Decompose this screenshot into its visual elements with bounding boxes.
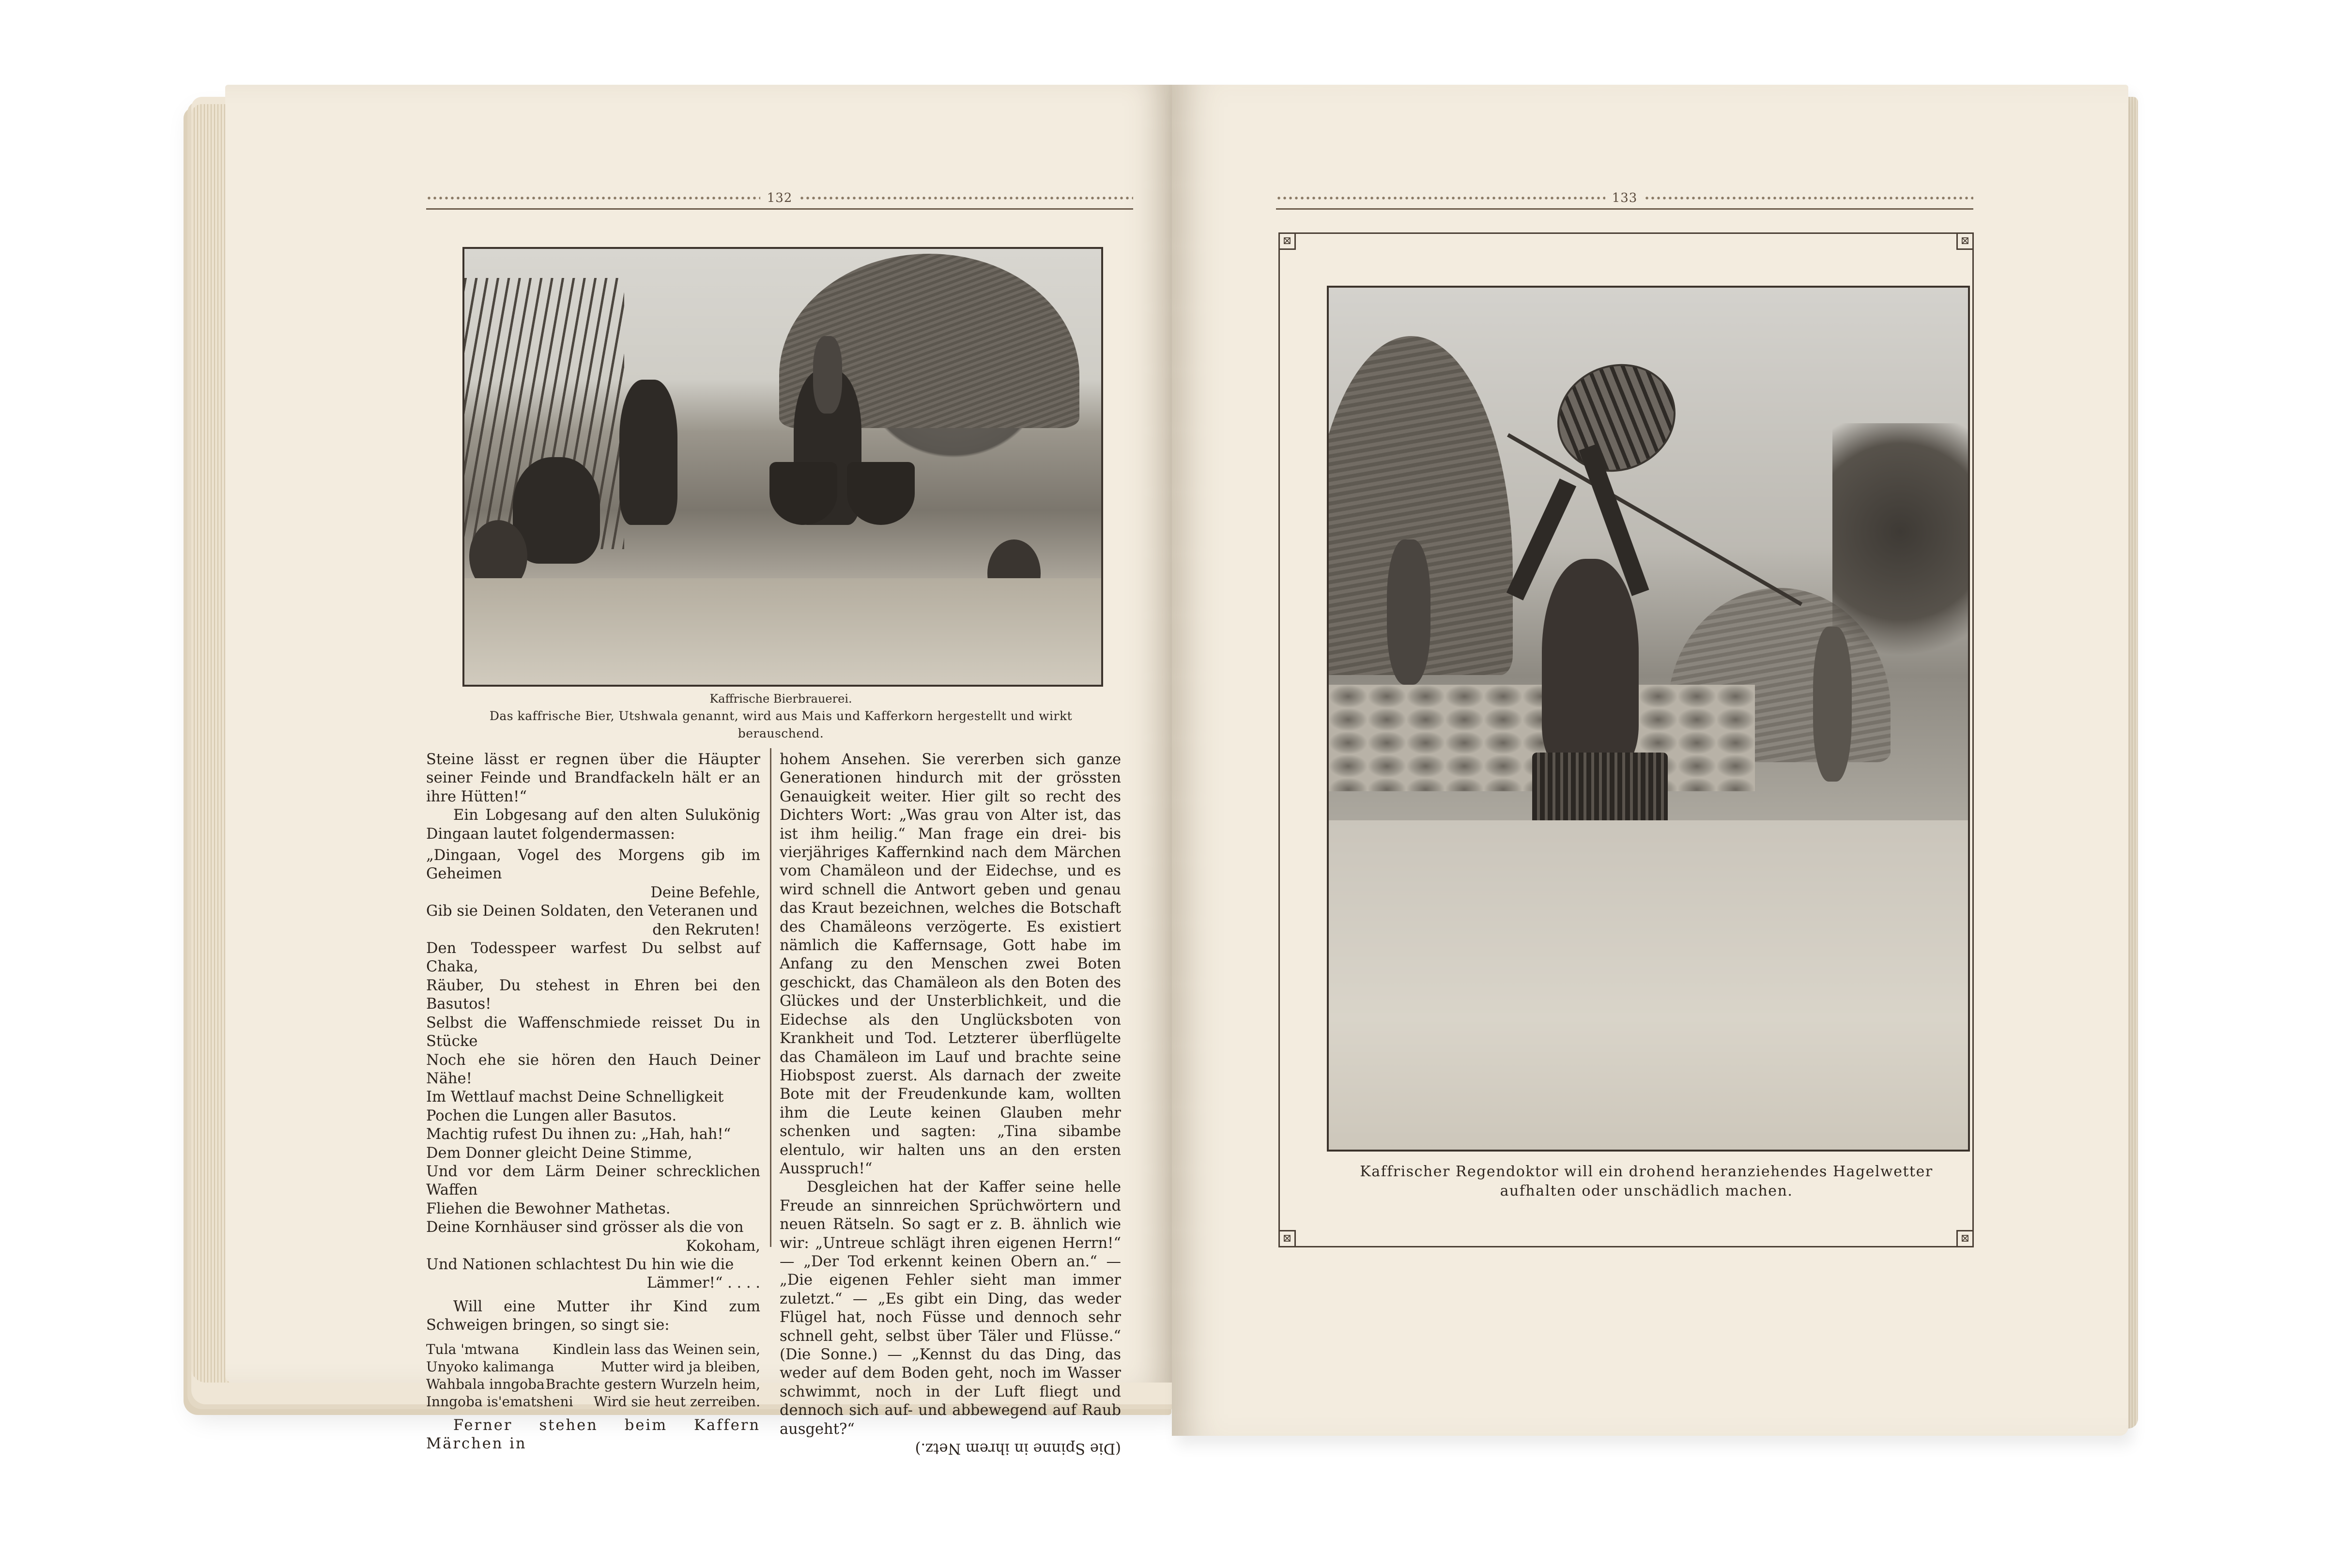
photo-pot (847, 462, 915, 525)
lullaby-german: Kindlein lass das Weinen sein, (553, 1341, 760, 1357)
right-page-number: 133 (1612, 191, 1638, 205)
paragraph: Ein Lobgesang auf den alten Sulukönig Dingaan lautet folgendermassen: (426, 807, 760, 843)
poem-line: Und vor dem Lärm Deiner schrecklichen Waffen (426, 1163, 760, 1199)
lullaby-line (426, 1341, 760, 1358)
lullaby (426, 1341, 760, 1411)
photo-figure (619, 380, 677, 525)
photo-pot (769, 462, 837, 525)
paragraph: Desgleichen hat der Kaffer seine helle Freude an sinnreichen Sprüchwörtern und neuen Rätseln. So sagt er z. B. ähnlich wie wir: „Untreue schlägt ihren eigenen Herrn!“ — „Der Tod erkennt keinen Obern an.“ — „Die eigenen Fehler sieht man immer zuletzt.“ — „Es gibt ein Ding, das weder Flügel hat, noch Füsse und dennoch sehr schnell geht, selbst über Täler und Flüsse.“ (Die Sonne.) — „Kennst du das Ding, das weder auf dem Boden geht, noch im Wasser schwimmt, noch in der Luft fliegt und dennoch sich auf- und abbewegend auf Raub ausgeht?“ (780, 1179, 1121, 1438)
paragraph: Will eine Mutter ihr Kind zum Schweigen bringen, so singt sie: (426, 1298, 760, 1334)
poem-line: Kokoham, (686, 1237, 760, 1255)
frame-corner-ornament: ⊠ (1278, 232, 1296, 250)
poem-line: den Rekruten! (652, 921, 760, 938)
brewery-caption-text: Das kaffrische Bier, Utshwala genannt, wird aus Mais und Kafferkorn hergestellt und wirkt berauschend. (489, 709, 1073, 740)
lullaby-german: Mutter wird ja bleiben, (600, 1358, 760, 1375)
paragraph: (Die Spinne in ihrem Netz.) (915, 1440, 1121, 1457)
frame-corner-ornament: ⊠ (1956, 1230, 1974, 1247)
poem-line: Deine Befehle, (650, 884, 760, 901)
lullaby-line (426, 1358, 760, 1376)
photo-figure (1387, 539, 1430, 685)
right-page-header (1276, 193, 1973, 203)
photo-figure (813, 336, 842, 414)
rain-doctor-caption: Kaffrischer Regendoktor will ein drohend heranziehendes Hagelwetter aufhalten oder unschädlich machen. (1360, 1163, 1933, 1199)
poem-line: Machtig rufest Du ihnen zu: „Hah, hah!“ (426, 1126, 731, 1143)
poem-line: Gib sie Deinen Soldaten, den Veteranen und (426, 903, 758, 920)
left-page-number: 132 (767, 191, 793, 205)
header-line (426, 208, 1133, 210)
poem-line: Selbst die Waffenschmiede reisset Du in Stücke (426, 1014, 760, 1050)
photo-rain-doctor-figure (1542, 559, 1639, 767)
poem-line: Den Todesspeer warfest Du selbst auf Chaka, (426, 940, 760, 976)
poem-line: Dem Donner gleicht Deine Stimme, (426, 1144, 692, 1162)
lullaby-german: Brachte gestern Wurzeln heim, (545, 1376, 760, 1392)
header-ornament (1276, 196, 1605, 200)
poem-line: Noch ehe sie hören den Hauch Deiner Nähe! (426, 1051, 760, 1087)
frame-corner-ornament: ⊠ (1956, 232, 1974, 250)
poem-line: Räuber, Du stehest in Ehren bei den Basutos! (426, 977, 760, 1013)
lullaby-line (426, 1393, 760, 1411)
poem-line: Pochen die Lungen aller Basutos. (426, 1107, 677, 1124)
lullaby-german: Wird sie heut zerreiben. (593, 1393, 760, 1410)
lullaby-zulu: Wahbala inngoba (426, 1376, 545, 1392)
header-ornament (426, 196, 760, 200)
photo-rain-doctor (1327, 286, 1970, 1152)
lullaby-zulu: Unyoko kalimanga (426, 1358, 554, 1375)
photo-beer-brewing (462, 247, 1103, 687)
paragraph: hohem Ansehen. Sie vererben sich ganze Generationen hindurch mit der grössten Genauigkeit weiter. Hier gilt so recht des Dichters Wort: „Was grau von Alter ist, das ist ihm heilig.“ Man frage ein drei- bis vierjähriges Kaffernkind nach dem Märchen vom Chamäleon und der Eidechse, und es wird schnell die Antwort geben und genau das Kraut bezeichnen, welches die Botschaft des Chamäleons verzögerte. Es existiert nämlich die Kaffernsage, Gott habe im Anfang zu den Menschen zwei Boten geschickt, das Chamäleon als den Boten des Glückes und der Unsterblichkeit, und die Eidechse als den Unglücksboten von Krankheit und Tod. Letzterer überflügelte das Chamäleon im Lauf und brachte seine Hiobspost zuerst. Als darnach der zweite Bote mit der Freudenkunde kam, wollten ihm die Leute keinen Glauben mehr schenken und sagten: „Tina sibambe elentulo, wir halten uns an den ersten Ausspruch!“ (780, 751, 1121, 1177)
column-divider (770, 748, 771, 1247)
header-ornament (799, 196, 1133, 200)
frame-corner-ornament: ⊠ (1278, 1230, 1296, 1247)
brewery-caption (462, 690, 1099, 742)
poem-line: „Dingaan, Vogel des Morgens gib im Geheimen (426, 847, 760, 883)
paragraph: Ferner stehen beim Kaffern Märchen in (426, 1416, 760, 1452)
book-left-edge (191, 104, 230, 1383)
left-page-header (426, 193, 1133, 203)
paragraph: Steine lässt er regnen über die Häupter seiner Feinde und Brandfackeln hält er an ihre Hütten!“ (426, 751, 760, 805)
text-column-1 (426, 751, 760, 1453)
photo-ground (464, 578, 1101, 687)
poem-line: Lämmer!“ . . . . (646, 1275, 760, 1292)
poem-line: Im Wettlauf machst Deine Schnelligkeit (426, 1089, 724, 1106)
lullaby-line (426, 1376, 760, 1393)
text-column-2 (780, 751, 1121, 1457)
lullaby-zulu: Inngoba is'ematsheni (426, 1393, 573, 1410)
poem-line: Und Nationen schlachtest Du hin wie die (426, 1256, 734, 1273)
poem-line: Deine Kornhäuser sind grösser als die von (426, 1219, 744, 1236)
header-line (1276, 208, 1973, 210)
photo-figure (1813, 627, 1852, 782)
lullaby-zulu: Tula 'mtwana (426, 1341, 520, 1357)
header-ornament (1644, 196, 1973, 200)
poem-line: Fliehen die Bewohner Mathetas. (426, 1200, 671, 1217)
photo-ground (1329, 820, 1968, 1150)
brewery-caption-title: Kaffrische Bierbrauerei. (709, 692, 852, 706)
photo-trees (1832, 423, 1968, 694)
